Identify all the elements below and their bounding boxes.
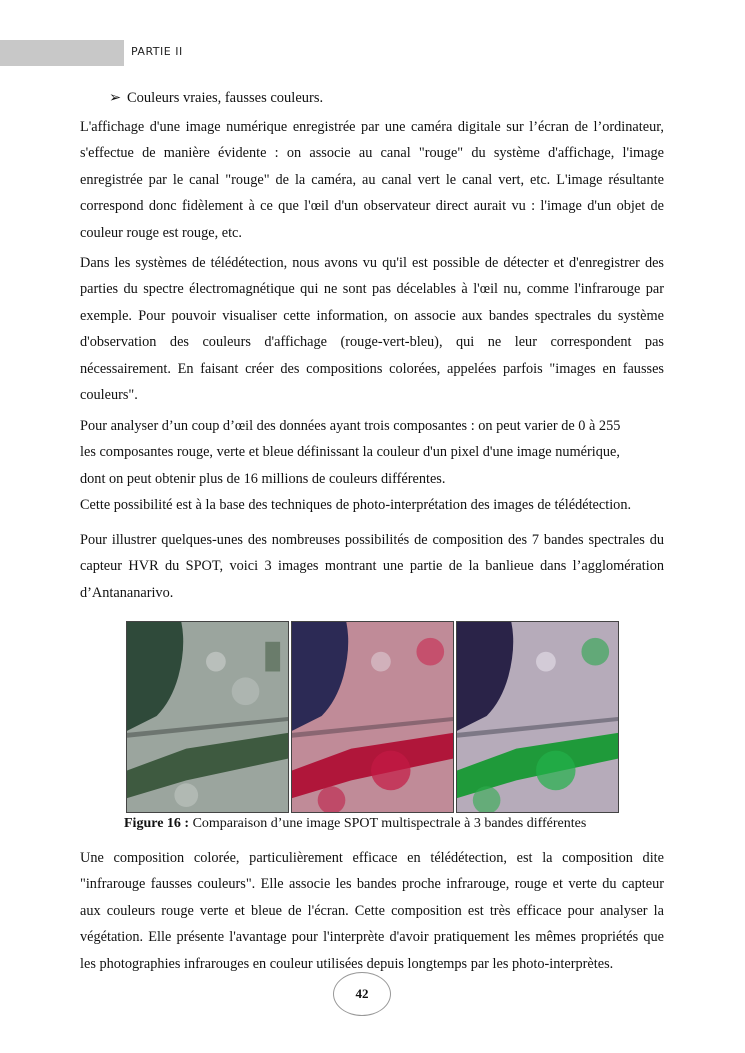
paragraph-3-line-4: Cette possibilité est à la base des techniques de photo-interprétation des images de télédétection. — [80, 497, 632, 514]
figure-caption — [124, 815, 586, 833]
section-label: PARTIE II — [131, 45, 183, 58]
page-number: 42 — [333, 972, 391, 1016]
paragraph-3-line-2: les composantes rouge, verte et bleue définissant la couleur d'un pixel d'une image numérique, — [80, 444, 620, 461]
spot-image-infrared-false-colour — [291, 621, 454, 813]
figure-16 — [126, 621, 619, 813]
paragraph-5: Une composition colorée, particulièrement efficace en télédétection, est la composition dite "infrarouge fausses couleurs". Elle associe les bandes proche infrarouge, rouge et verte du capteur aux couleurs rouge verte et bleue de l'écran. Cette composition est très efficace pour analyser la végétation. Elle présente l'avantage pour l'interprète d'avoir pratiquement les mêmes propriétés que les photographies infrarouges en couleur utilisées depuis longtemps par les photo-interprètes. — [80, 850, 664, 972]
figure-caption-text: Comparaison d’une image SPOT multispectrale à 3 bandes différentes — [192, 816, 587, 831]
paragraph-3 — [80, 413, 664, 519]
paragraph-3-line-3: dont on peut obtenir plus de 16 millions de couleurs différentes. — [80, 470, 446, 487]
paragraph-1: L'affichage d'une image numérique enregistrée par une caméra digitale sur l’écran de l’ordinateur, s'effectue de manière évidente : on associe au canal "rouge" du système d'affichage, l'image enregistrée par le canal "rouge" de la caméra, au canal vert le canal vert, etc. L'image résultante correspond donc fidèlement à ce que l'œil d'un observateur direct aurait vu : l'image d'un objet de couleur rouge est rouge, etc. — [80, 119, 664, 241]
bullet-heading — [109, 88, 323, 108]
figure-caption-label: Figure 16 : — [124, 816, 190, 831]
paragraph-4: Pour illustrer quelques-unes des nombreuses possibilités de composition des 7 bandes spectrales du capteur HVR du SPOT, voici 3 images montrant une partie de la banlieue dans l’agglomération d’Antananarivo. — [80, 532, 664, 601]
header-bar — [0, 40, 124, 66]
bullet-heading-text: Couleurs vraies, fausses couleurs. — [127, 90, 324, 106]
spot-image-green-composite — [456, 621, 619, 813]
paragraph-2: Dans les systèmes de télédétection, nous avons vu qu'il est possible de détecter et d'enregistrer des parties du spectre électromagnétique qui ne sont pas décelables à l'œil nu, comme l'infrarouge par exemple. Pour pouvoir visualiser cette information, on associe aux bandes spectrales du système d'observation des couleurs d'affichage (rouge-vert-bleu), qui ne leur correspondent pas nécessairement. En faisant créer des compositions colorées, appelées parfois "images en fausses couleurs". — [80, 255, 664, 404]
spot-image-natural-colour — [126, 621, 289, 813]
paragraph-3-line-1: Pour analyser d’un coup d’œil des données ayant trois composantes : on peut varier de 0 à 255 — [80, 418, 621, 434]
arrow-bullet-icon: ➢ — [109, 90, 122, 106]
